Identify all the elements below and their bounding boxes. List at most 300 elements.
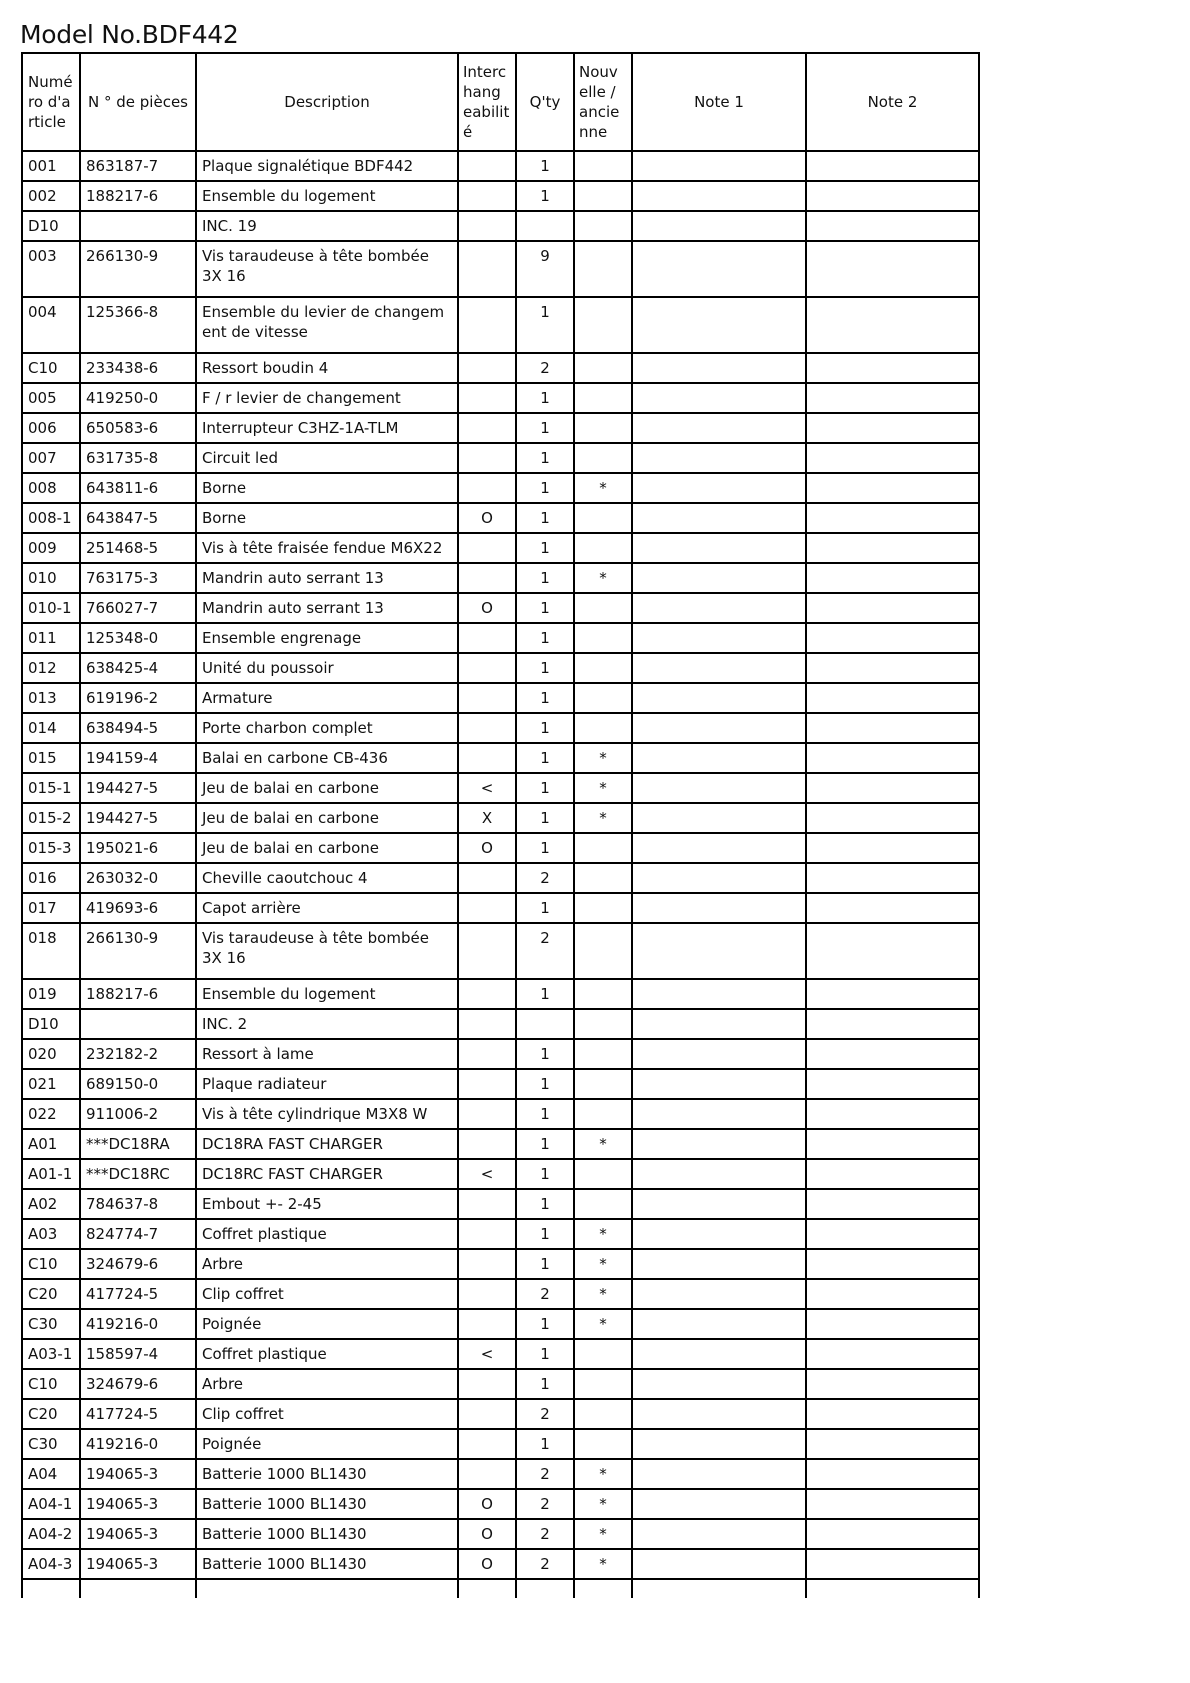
cell-note-1 [632,1039,806,1069]
cell-interchangeability [458,181,516,211]
cell-note-2 [806,923,979,979]
cell-description: Borne [196,473,458,503]
table-row [22,1489,979,1519]
cell-new-old: * [574,743,632,773]
cell-new-old [574,1369,632,1399]
cell-description: Armature [196,683,458,713]
cell-quantity: 2 [516,1549,574,1579]
cell-description: Clip coffret [196,1279,458,1309]
cell-item-number: 005 [22,383,80,413]
cell-new-old: * [574,1549,632,1579]
cell-part-number: 631735-8 [80,443,196,473]
cell-interchangeability [458,713,516,743]
cell-description: Ressort boudin 4 [196,353,458,383]
cell-item-number: 019 [22,979,80,1009]
cell-note-2 [806,1129,979,1159]
cell-note-2 [806,1519,979,1549]
empty-cell [516,1579,574,1598]
cell-new-old: * [574,1459,632,1489]
cell-note-1 [632,1159,806,1189]
cell-description: Borne [196,503,458,533]
cell-new-old: * [574,1219,632,1249]
table-row [22,1519,979,1549]
cell-item-number: 010 [22,563,80,593]
cell-item-number: A02 [22,1189,80,1219]
cell-item-number: 013 [22,683,80,713]
cell-new-old [574,1039,632,1069]
cell-interchangeability [458,443,516,473]
cell-note-1 [632,151,806,181]
cell-quantity: 1 [516,563,574,593]
table-row [22,803,979,833]
cell-new-old [574,1339,632,1369]
cell-part-number: 911006-2 [80,1099,196,1129]
table-row [22,713,979,743]
empty-cell [458,1579,516,1598]
table-row [22,653,979,683]
cell-interchangeability [458,1249,516,1279]
header-description: Description [196,53,458,151]
cell-item-number: A03-1 [22,1339,80,1369]
cell-description: Coffret plastique [196,1219,458,1249]
cell-part-number: 194065-3 [80,1519,196,1549]
header-item-number: Numé ro d'a rticle [22,53,80,151]
cell-new-old [574,979,632,1009]
cell-part-number: 194159-4 [80,743,196,773]
cell-item-number: A03 [22,1219,80,1249]
cell-note-1 [632,773,806,803]
table-row [22,979,979,1009]
cell-interchangeability [458,743,516,773]
table-row [22,1429,979,1459]
cell-item-number: C20 [22,1279,80,1309]
cell-note-2 [806,1249,979,1279]
cell-new-old: * [574,563,632,593]
cell-quantity: 1 [516,181,574,211]
cell-note-2 [806,1069,979,1099]
cell-item-number: A04-2 [22,1519,80,1549]
cell-interchangeability: O [458,1549,516,1579]
cell-new-old [574,443,632,473]
cell-new-old [574,413,632,443]
cell-item-number: C30 [22,1309,80,1339]
cell-quantity: 1 [516,473,574,503]
header-part-number: N ° de pièces [80,53,196,151]
table-row [22,533,979,563]
cell-note-1 [632,1429,806,1459]
cell-new-old [574,383,632,413]
cell-quantity: 1 [516,773,574,803]
cell-description: Embout +- 2-45 [196,1189,458,1219]
cell-new-old [574,1159,632,1189]
cell-note-2 [806,181,979,211]
cell-description: F / r levier de changement [196,383,458,413]
cell-quantity: 9 [516,241,574,297]
table-row [22,1099,979,1129]
cell-new-old [574,297,632,353]
cell-new-old: * [574,1129,632,1159]
cell-new-old [574,923,632,979]
cell-part-number: 824774-7 [80,1219,196,1249]
cell-interchangeability [458,1069,516,1099]
cell-part-number: 763175-3 [80,563,196,593]
cell-new-old [574,1069,632,1099]
cell-note-1 [632,353,806,383]
cell-note-1 [632,413,806,443]
cell-quantity: 2 [516,1399,574,1429]
cell-interchangeability [458,1189,516,1219]
cell-item-number: 003 [22,241,80,297]
cell-note-1 [632,563,806,593]
cell-item-number: 012 [22,653,80,683]
cell-note-1 [632,653,806,683]
table-row [22,1009,979,1039]
cell-note-2 [806,803,979,833]
cell-note-1 [632,473,806,503]
cell-note-1 [632,1369,806,1399]
cell-quantity: 1 [516,297,574,353]
cell-note-1 [632,593,806,623]
cell-quantity: 2 [516,923,574,979]
cell-part-number: 194427-5 [80,803,196,833]
cell-new-old: * [574,1519,632,1549]
cell-new-old: * [574,473,632,503]
cell-interchangeability [458,297,516,353]
cell-quantity: 1 [516,1429,574,1459]
cell-item-number: A04-3 [22,1549,80,1579]
cell-quantity: 1 [516,713,574,743]
cell-item-number: 020 [22,1039,80,1069]
cell-note-2 [806,1309,979,1339]
cell-new-old [574,151,632,181]
table-row [22,623,979,653]
cell-quantity: 1 [516,151,574,181]
cell-item-number: C10 [22,1369,80,1399]
table-row [22,563,979,593]
cell-part-number: ***DC18RA [80,1129,196,1159]
cell-quantity: 2 [516,1279,574,1309]
cell-note-2 [806,563,979,593]
cell-note-2 [806,1279,979,1309]
table-row [22,1279,979,1309]
cell-part-number: 650583-6 [80,413,196,443]
cell-description: Interrupteur C3HZ-1A-TLM [196,413,458,443]
cell-note-1 [632,1099,806,1129]
cell-description: Plaque radiateur [196,1069,458,1099]
empty-cell [196,1579,458,1598]
cell-item-number: D10 [22,1009,80,1039]
cell-note-2 [806,1189,979,1219]
cell-interchangeability [458,1399,516,1429]
cell-part-number: 266130-9 [80,923,196,979]
cell-description: Arbre [196,1369,458,1399]
cell-interchangeability [458,563,516,593]
cell-part-number: 232182-2 [80,1039,196,1069]
cell-note-1 [632,743,806,773]
header-quantity: Q'ty [516,53,574,151]
cell-item-number: 015 [22,743,80,773]
cell-quantity: 1 [516,1039,574,1069]
cell-description: Jeu de balai en carbone [196,833,458,863]
cell-interchangeability [458,893,516,923]
cell-quantity: 1 [516,833,574,863]
cell-quantity: 1 [516,503,574,533]
cell-part-number [80,211,196,241]
cell-item-number: 011 [22,623,80,653]
cell-item-number: 018 [22,923,80,979]
cell-note-2 [806,1549,979,1579]
cell-interchangeability: O [458,503,516,533]
cell-part-number: 619196-2 [80,683,196,713]
cell-interchangeability [458,533,516,563]
cell-note-2 [806,1429,979,1459]
cell-note-1 [632,803,806,833]
cell-note-2 [806,503,979,533]
cell-new-old [574,863,632,893]
cell-description: DC18RA FAST CHARGER [196,1129,458,1159]
cell-item-number: C10 [22,1249,80,1279]
cell-description: Ensemble engrenage [196,623,458,653]
cell-part-number: 417724-5 [80,1279,196,1309]
cell-item-number: 017 [22,893,80,923]
cell-quantity: 1 [516,803,574,833]
cell-part-number: 419693-6 [80,893,196,923]
cell-part-number: ***DC18RC [80,1159,196,1189]
header-note-1: Note 1 [632,53,806,151]
cell-quantity: 1 [516,1189,574,1219]
cell-quantity: 1 [516,1069,574,1099]
table-row [22,773,979,803]
cell-new-old: * [574,773,632,803]
cell-interchangeability [458,1369,516,1399]
cell-part-number: 194065-3 [80,1489,196,1519]
cell-new-old [574,893,632,923]
cell-note-1 [632,683,806,713]
cell-item-number: 009 [22,533,80,563]
cell-description: Vis à tête cylindrique M3X8 W [196,1099,458,1129]
cell-note-1 [632,1489,806,1519]
cell-item-number: 008-1 [22,503,80,533]
cell-quantity: 1 [516,593,574,623]
cell-note-2 [806,593,979,623]
cell-note-2 [806,683,979,713]
cell-item-number: 021 [22,1069,80,1099]
cell-description: Ensemble du logement [196,181,458,211]
cell-note-1 [632,1249,806,1279]
table-row-continuation [22,1579,979,1598]
cell-quantity: 1 [516,1219,574,1249]
cell-note-2 [806,863,979,893]
cell-note-1 [632,833,806,863]
cell-description: Circuit led [196,443,458,473]
table-row [22,1369,979,1399]
cell-interchangeability: O [458,1519,516,1549]
cell-quantity: 1 [516,623,574,653]
cell-item-number: 014 [22,713,80,743]
cell-interchangeability [458,623,516,653]
cell-description: DC18RC FAST CHARGER [196,1159,458,1189]
cell-new-old [574,593,632,623]
header-new-old: Nouv elle / ancie nne [574,53,632,151]
cell-note-2 [806,353,979,383]
cell-new-old [574,1429,632,1459]
cell-note-2 [806,1039,979,1069]
cell-interchangeability: O [458,593,516,623]
cell-note-1 [632,1009,806,1039]
cell-item-number: A01 [22,1129,80,1159]
cell-item-number: 007 [22,443,80,473]
cell-note-2 [806,413,979,443]
cell-note-1 [632,1339,806,1369]
cell-interchangeability [458,241,516,297]
cell-interchangeability [458,353,516,383]
cell-new-old [574,833,632,863]
cell-part-number: 689150-0 [80,1069,196,1099]
cell-interchangeability [458,683,516,713]
cell-part-number: 194065-3 [80,1459,196,1489]
cell-part-number: 324679-6 [80,1249,196,1279]
cell-part-number: 419250-0 [80,383,196,413]
cell-interchangeability [458,383,516,413]
cell-interchangeability [458,979,516,1009]
cell-item-number: 006 [22,413,80,443]
cell-description: Ensemble du levier de changem ent de vitesse [196,297,458,353]
table-row [22,181,979,211]
cell-note-1 [632,1219,806,1249]
cell-note-1 [632,713,806,743]
cell-new-old [574,1189,632,1219]
table-row [22,1399,979,1429]
cell-new-old: * [574,1309,632,1339]
cell-note-2 [806,1009,979,1039]
table-row [22,683,979,713]
cell-description: Batterie 1000 BL1430 [196,1549,458,1579]
header-interchangeability: Interc hang eabilit é [458,53,516,151]
table-row [22,211,979,241]
cell-item-number: 015-1 [22,773,80,803]
cell-note-1 [632,623,806,653]
table-row [22,1069,979,1099]
cell-quantity: 1 [516,1309,574,1339]
cell-description: Clip coffret [196,1399,458,1429]
cell-new-old [574,533,632,563]
table-row [22,383,979,413]
cell-note-2 [806,151,979,181]
cell-item-number: C30 [22,1429,80,1459]
cell-note-2 [806,473,979,503]
cell-description: Poignée [196,1429,458,1459]
cell-description: Vis à tête fraisée fendue M6X22 [196,533,458,563]
cell-interchangeability [458,1129,516,1159]
cell-quantity: 1 [516,683,574,713]
cell-new-old [574,623,632,653]
cell-description: Plaque signalétique BDF442 [196,151,458,181]
table-row [22,1039,979,1069]
cell-note-1 [632,1399,806,1429]
cell-note-1 [632,1519,806,1549]
cell-item-number: A04-1 [22,1489,80,1519]
cell-quantity: 1 [516,383,574,413]
table-row [22,241,979,297]
cell-part-number: 643847-5 [80,503,196,533]
cell-description: Vis taraudeuse à tête bombée 3X 16 [196,923,458,979]
cell-description: Jeu de balai en carbone [196,803,458,833]
cell-quantity: 1 [516,979,574,1009]
cell-description: Mandrin auto serrant 13 [196,593,458,623]
cell-note-1 [632,297,806,353]
cell-quantity: 2 [516,1489,574,1519]
cell-note-2 [806,1219,979,1249]
cell-part-number: 324679-6 [80,1369,196,1399]
cell-note-2 [806,533,979,563]
cell-interchangeability [458,151,516,181]
header-note-2: Note 2 [806,53,979,151]
table-row [22,1219,979,1249]
cell-note-2 [806,1339,979,1369]
cell-note-2 [806,1099,979,1129]
cell-interchangeability: X [458,803,516,833]
cell-new-old [574,503,632,533]
table-row [22,413,979,443]
empty-cell [632,1579,806,1598]
cell-interchangeability [458,1279,516,1309]
cell-description: Batterie 1000 BL1430 [196,1459,458,1489]
cell-item-number: C10 [22,353,80,383]
cell-note-2 [806,1369,979,1399]
cell-note-2 [806,241,979,297]
cell-quantity: 1 [516,443,574,473]
cell-part-number: 638425-4 [80,653,196,683]
cell-part-number: 194065-3 [80,1549,196,1579]
cell-quantity: 1 [516,743,574,773]
cell-quantity [516,211,574,241]
cell-note-1 [632,211,806,241]
table-row [22,443,979,473]
table-row [22,1129,979,1159]
table-row [22,893,979,923]
cell-interchangeability [458,211,516,241]
cell-new-old [574,1009,632,1039]
cell-note-2 [806,653,979,683]
cell-item-number: A01-1 [22,1159,80,1189]
parts-table [21,52,980,1598]
cell-quantity: 1 [516,893,574,923]
cell-part-number: 643811-6 [80,473,196,503]
cell-description: Coffret plastique [196,1339,458,1369]
cell-note-1 [632,1129,806,1159]
cell-part-number: 194427-5 [80,773,196,803]
cell-interchangeability [458,473,516,503]
cell-note-2 [806,893,979,923]
table-row [22,1549,979,1579]
table-row [22,593,979,623]
cell-new-old: * [574,1489,632,1519]
cell-description: INC. 19 [196,211,458,241]
cell-description: Capot arrière [196,893,458,923]
cell-note-2 [806,211,979,241]
cell-note-1 [632,443,806,473]
cell-part-number [80,1009,196,1039]
cell-note-2 [806,713,979,743]
cell-interchangeability: O [458,1489,516,1519]
table-row [22,1249,979,1279]
cell-note-1 [632,1309,806,1339]
cell-part-number: 863187-7 [80,151,196,181]
empty-cell [22,1579,80,1598]
cell-part-number: 766027-7 [80,593,196,623]
cell-quantity: 1 [516,413,574,443]
cell-note-1 [632,1069,806,1099]
